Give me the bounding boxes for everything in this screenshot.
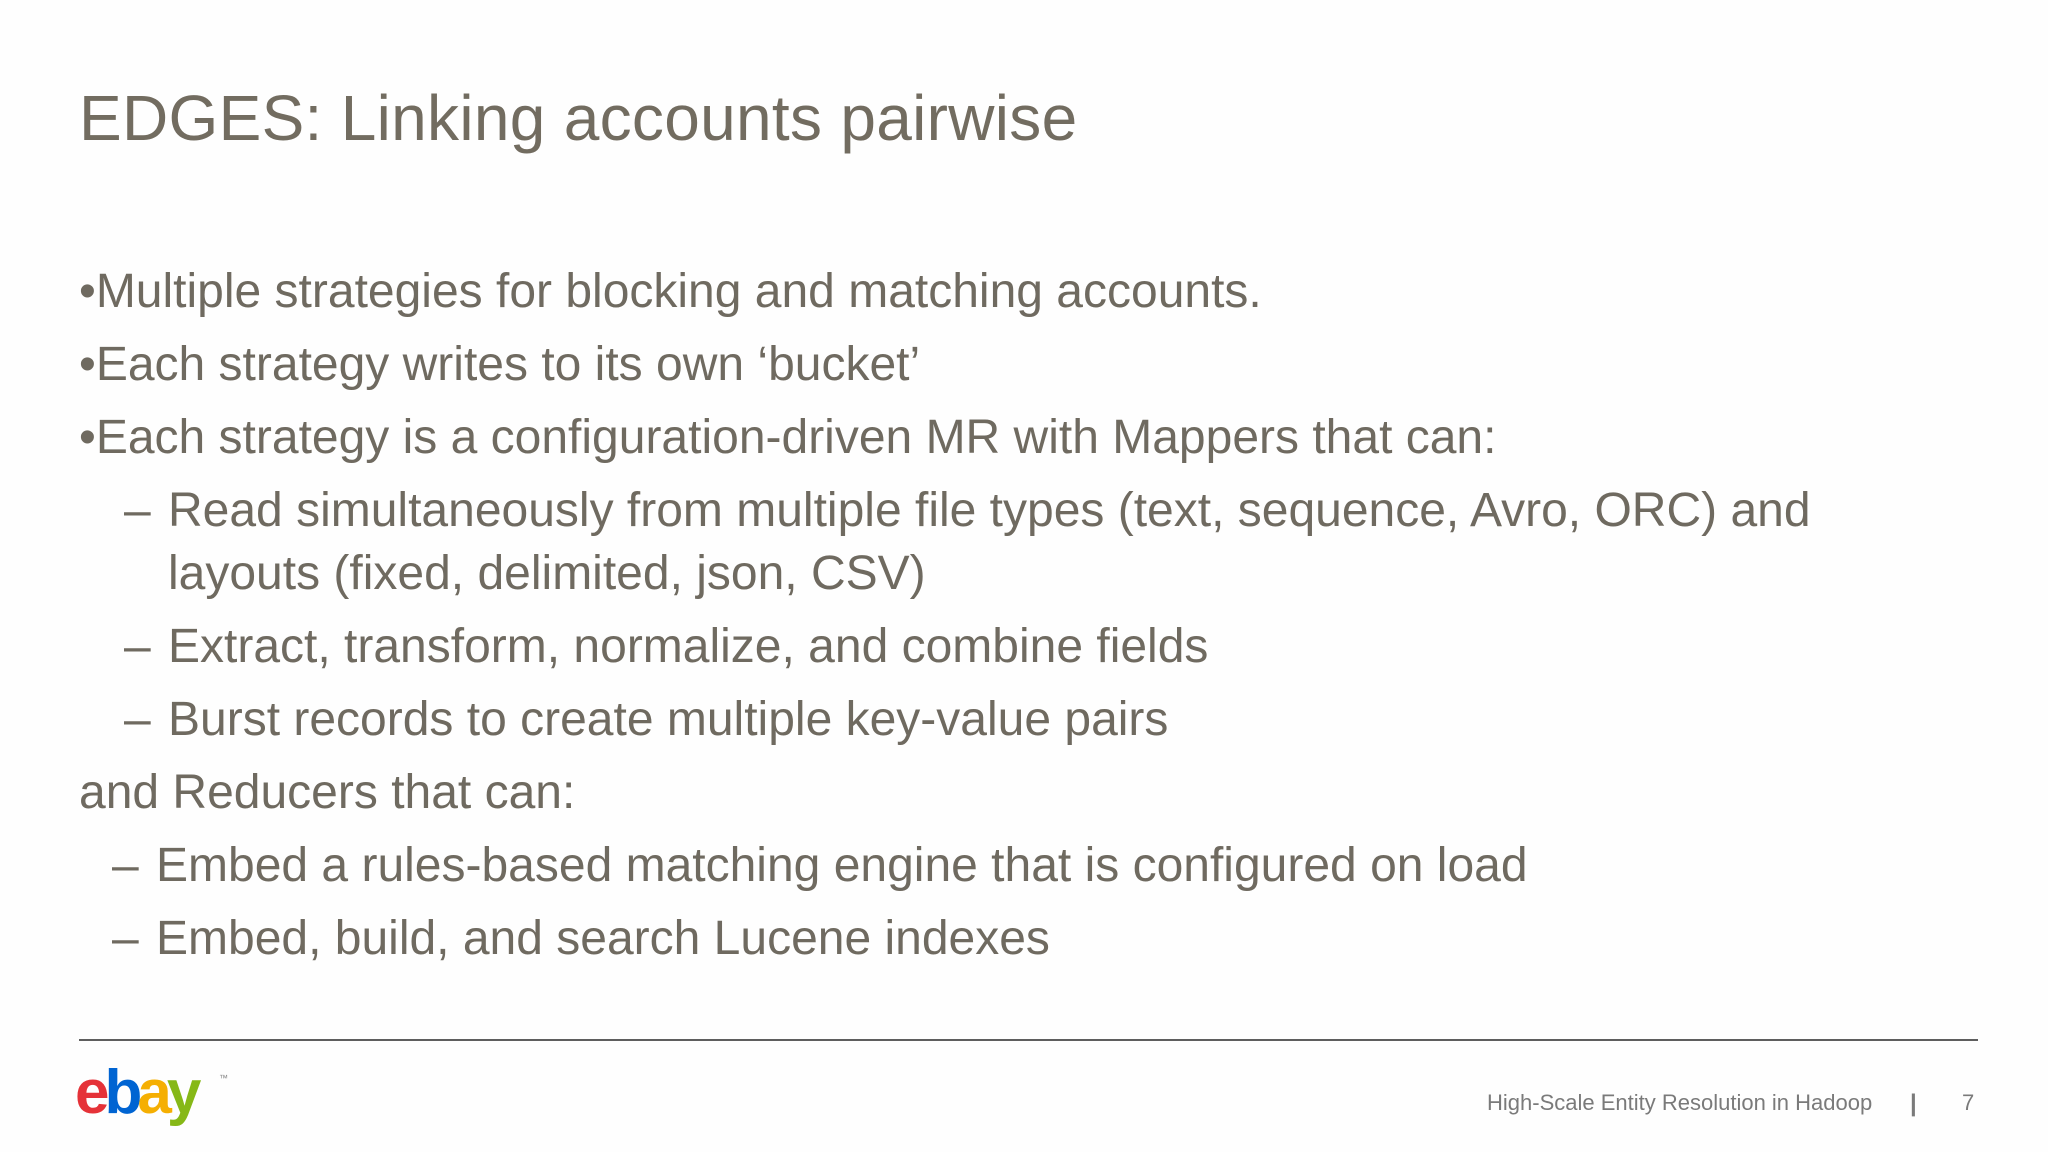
ebay-logo xyxy=(75,1063,235,1133)
bullet-item xyxy=(79,262,1262,322)
bullet-item xyxy=(79,335,920,395)
page-number: 7 xyxy=(1962,1090,1975,1115)
dash-glyph: – xyxy=(124,620,151,673)
bullet-item xyxy=(79,408,1496,468)
reducer-item-text: Embed a rules-based matching engine that is configured on load xyxy=(156,839,1528,892)
dash-glyph: – xyxy=(124,693,151,746)
mapper-item xyxy=(124,690,1168,750)
dash-glyph: – xyxy=(112,912,139,965)
logo-letter-a: a xyxy=(137,1063,167,1127)
dash-glyph: – xyxy=(124,484,151,537)
dash-glyph: – xyxy=(112,839,139,892)
reducer-item xyxy=(112,909,1050,969)
bullet-glyph: • xyxy=(79,265,96,318)
footer-separator: | xyxy=(1910,1090,1917,1117)
mapper-item-continuation: layouts (fixed, delimited, json, CSV) xyxy=(168,547,926,600)
slide-title: EDGES: Linking accounts pairwise xyxy=(79,82,1078,154)
bullet-glyph: • xyxy=(79,411,96,464)
reducers-intro: and Reducers that can: xyxy=(79,766,576,819)
bullet-text: Each strategy is a configuration-driven MR with Mappers that can: xyxy=(95,411,1497,464)
reducer-item xyxy=(112,836,1528,896)
footer-divider xyxy=(79,1039,1978,1041)
presentation-title: High-Scale Entity Resolution in Hadoop xyxy=(1487,1090,1873,1115)
logo-letter-b: b xyxy=(104,1063,138,1127)
svg-text:ebay xyxy=(75,1063,202,1127)
bullet-glyph: • xyxy=(79,338,96,391)
mapper-item-text: Extract, transform, normalize, and combine fields xyxy=(168,620,1209,673)
mapper-item-text: Burst records to create multiple key-value pairs xyxy=(168,693,1169,746)
logo-letter-e: e xyxy=(75,1063,105,1127)
reducer-item-text: Embed, build, and search Lucene indexes xyxy=(156,912,1050,965)
mapper-item xyxy=(124,481,1811,541)
logo-trademark: ™ xyxy=(219,1073,228,1083)
bullet-text: Each strategy writes to its own ‘bucket’ xyxy=(95,338,921,391)
logo-letter-y: y xyxy=(166,1063,197,1127)
bullet-text: Multiple strategies for blocking and matching accounts. xyxy=(95,265,1262,318)
mapper-item xyxy=(124,617,1208,677)
mapper-item-text: Read simultaneously from multiple file types (text, sequence, Avro, ORC) and xyxy=(168,484,1811,537)
